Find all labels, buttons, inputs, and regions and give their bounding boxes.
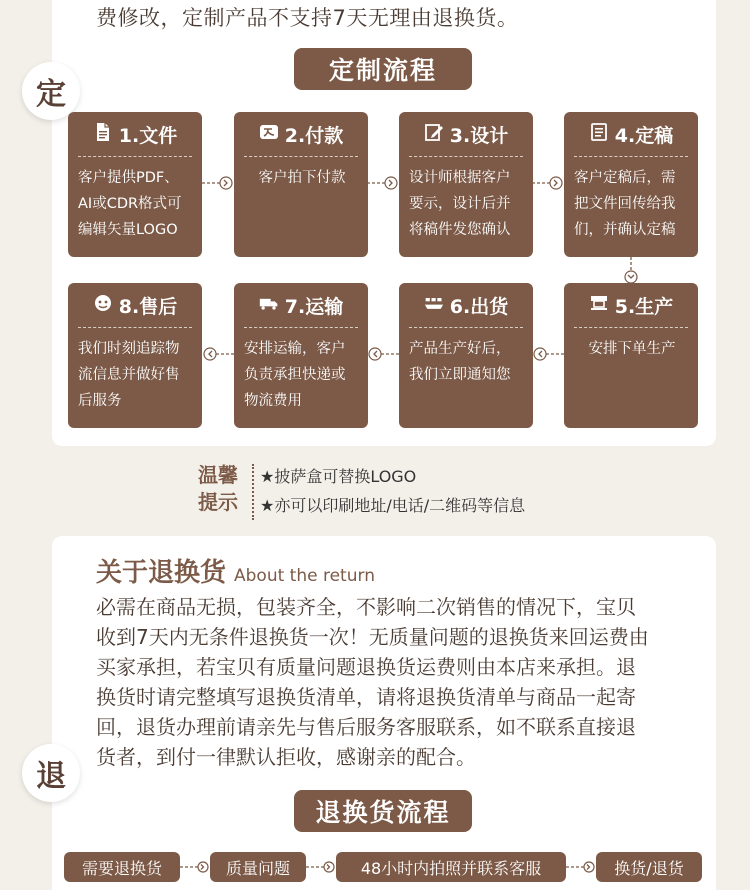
step-text: 我们时刻追踪物 [78, 341, 180, 357]
step-title: 1.文件 [118, 124, 178, 147]
design-edit-icon [424, 122, 444, 147]
arrow-right-icon [367, 176, 399, 190]
return-step-contact: 48小时内拍照并联系客服 [336, 852, 566, 882]
step-card-finalize [564, 112, 698, 257]
paragraph-line: 必需在商品无损，包装齐全，不影响二次销售的情况下，宝贝 [96, 595, 636, 619]
arrow-right-icon [180, 861, 210, 873]
arrow-down-icon [624, 257, 638, 285]
step-text: 把文件回传给我 [574, 196, 676, 212]
return-step-exchange: 换货/退货 [596, 852, 702, 882]
step-card-design [399, 112, 533, 257]
arrow-right-icon [532, 176, 564, 190]
paragraph-line: 货者，到付一律默认拒收，感谢亲的配合。 [96, 745, 476, 769]
custom-flow-title: 定制流程 [294, 48, 472, 90]
step-text: 后服务 [78, 393, 122, 409]
return-flow-title: 退换货流程 [294, 790, 472, 832]
step-text: 物流费用 [244, 393, 302, 409]
step-card-transport [234, 283, 368, 428]
paragraph-line: 买家承担，若宝贝有质量问题退换货运费则由本店来承担。退 [96, 655, 636, 679]
step-title: 8.售后 [118, 295, 178, 318]
tip-item: ★亦可以印刷地址/电话/二维码等信息 [260, 496, 526, 515]
step-text: 客户提供PDF、 [78, 170, 179, 186]
step-text: 客户定稿后，需 [574, 170, 676, 186]
tips-divider [252, 464, 254, 520]
step-text: 安排下单生产 [588, 341, 676, 357]
tips-block [198, 462, 525, 520]
production-icon [589, 293, 609, 318]
step-text: 将稿件发您确认 [409, 222, 511, 238]
step-text: 客户拍下付款 [258, 170, 346, 186]
step-card-aftersale [68, 283, 202, 428]
top-note: 费修改，定制产品不支持7天无理由退换货。 [96, 6, 519, 30]
paragraph-line: 回，退货办理前请亲先与售后服务客服联系，如不联系直接退 [96, 715, 636, 739]
step-text: 们，并确认定稿 [574, 222, 676, 238]
file-icon [93, 122, 113, 147]
return-badge: 退 [22, 744, 80, 802]
paragraph-line: 换货时请完整填写退换货清单，请将退换货清单与商品一起寄 [96, 685, 636, 709]
step-text: 设计师根据客户 [409, 170, 511, 186]
step-text: 要示，设计后并 [409, 196, 511, 212]
arrow-right-icon [306, 861, 336, 873]
step-card-shipping [399, 283, 533, 428]
returns-title: 关于退换货 [96, 558, 227, 588]
arrow-left-icon [202, 347, 234, 361]
return-step-quality: 质量问题 [210, 852, 306, 882]
return-step-need: 需要退换货 [64, 852, 180, 882]
step-text: 安排运输，客户 [244, 341, 346, 357]
paragraph-line: 收到7天内无条件退换货一次！无质量问题的退换货来回运费由 [96, 625, 649, 649]
returns-paragraph [96, 592, 708, 772]
step-card-payment [234, 112, 368, 257]
support-icon [93, 293, 113, 318]
step-text: 负责承担快递或 [244, 367, 346, 383]
arrow-left-icon [532, 347, 564, 361]
tip-item: ★披萨盒可替换LOGO [260, 467, 417, 486]
step-text: AI或CDR格式可 [78, 196, 182, 212]
step-card-production [564, 283, 698, 428]
returns-heading [96, 552, 375, 589]
step-card-file [68, 112, 202, 257]
step-text: 流信息并做好售 [78, 367, 180, 383]
step-title: 2.付款 [284, 124, 344, 147]
truck-icon [259, 293, 279, 318]
step-title: 5.生产 [614, 295, 674, 318]
step-text: 我们立即通知您 [409, 367, 511, 383]
step-title: 6.出货 [449, 295, 509, 318]
step-title: 7.运输 [284, 295, 344, 318]
payment-icon [259, 122, 279, 147]
step-title: 3.设计 [449, 124, 509, 147]
arrow-right-icon [566, 861, 596, 873]
tips-label: 温馨 提示 [198, 463, 238, 514]
arrow-right-icon [202, 176, 234, 190]
tips-lines [260, 462, 525, 520]
document-icon [589, 122, 609, 147]
returns-title-en: About the return [234, 566, 375, 586]
step-text: 产品生产好后， [409, 341, 511, 357]
step-title: 4.定稿 [614, 124, 674, 147]
custom-badge: 定 [22, 62, 80, 120]
step-text: 编辑矢量LOGO [78, 222, 178, 238]
shipping-icon [424, 293, 444, 318]
arrow-left-icon [367, 347, 399, 361]
